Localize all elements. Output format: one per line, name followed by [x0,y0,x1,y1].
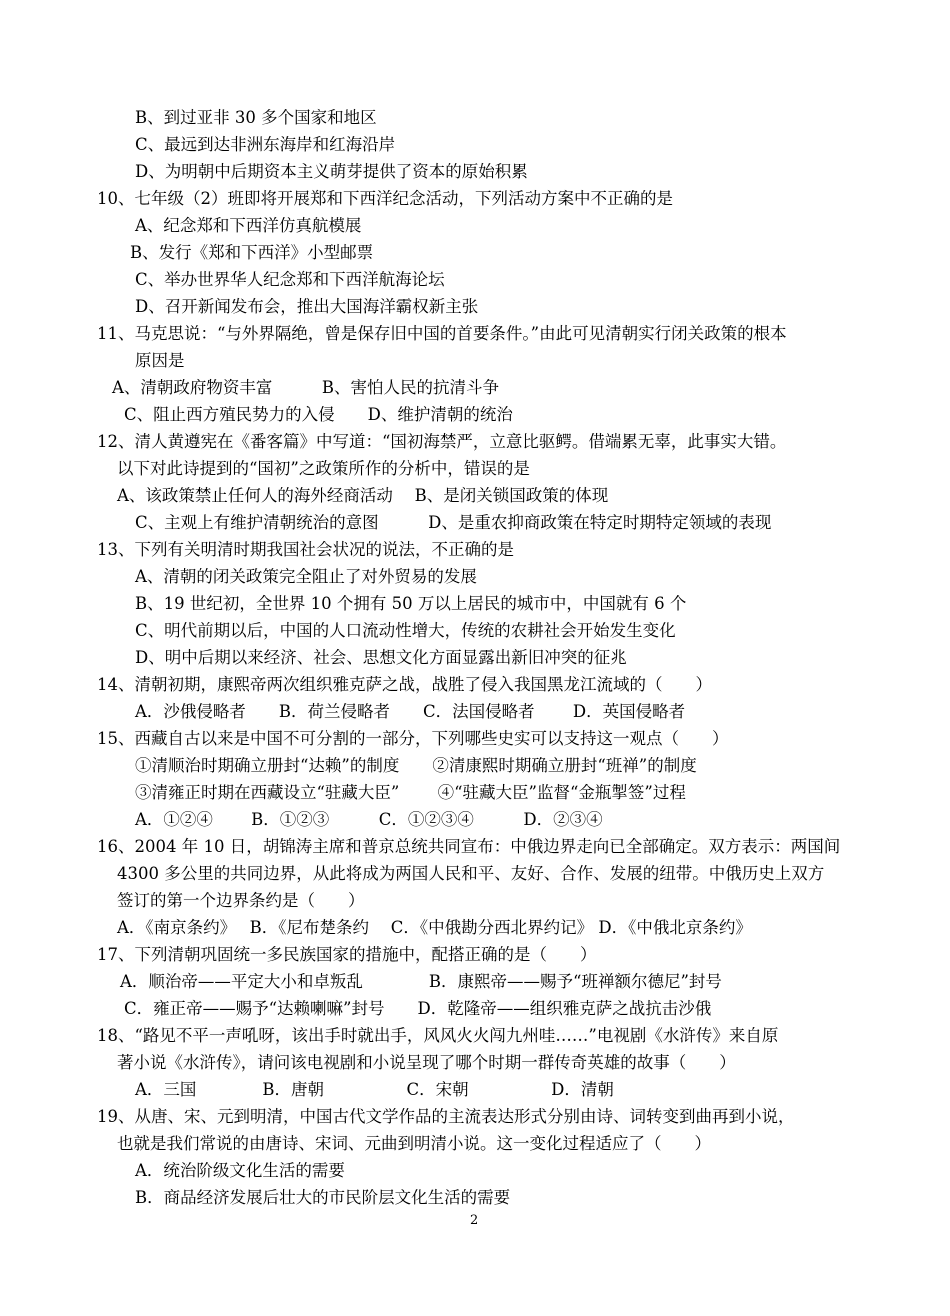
q17-options-ab: A．顺治帝——平定大小和卓叛乱 B．康熙帝——赐予“班禅额尔德尼”封号 [120,972,722,991]
q17-options-cd: C．雍正帝——赐予“达赖喇嘛”封号 D．乾隆帝——组织雅克萨之战抗击沙俄 [124,999,712,1018]
q12-stem-cont: 以下对此诗提到的“国初”之政策所作的分析中，错误的是 [117,459,530,478]
q16-stem-cont: 4300 多公里的共同边界，从此将成为两国人民和平、友好、合作、发展的纽带。中俄历史上双方 [117,864,825,883]
q15-statements-34: ③清雍正时期在西藏设立“驻藏大臣” ④“驻藏大臣”监督“金瓶掣签”过程 [135,783,686,802]
q11-options-ab: A、清朝政府物资丰富 B、害怕人民的抗清斗争 [112,378,500,397]
q10-option-c: C、举办世界华人纪念郑和下西洋航海论坛 [135,270,445,289]
q17-stem: 17、下列清朝巩固统一多民族国家的措施中，配搭正确的是（ ） [97,945,597,964]
q19-stem: 19、从唐、宋、元到明清，中国古代文学作品的主流表达形式分别由诗、词转变到曲再到小说， [97,1107,795,1126]
q12-stem: 12、清人黄遵宪在《番客篇》中写道：“国初海禁严，立意比驱鳄。借端累无辜，此事实大错。 [97,432,787,451]
q14-stem: 14、清朝初期，康熙帝两次组织雅克萨之战，战胜了侵入我国黑龙江流域的（ ） [97,675,712,694]
q16-options: A．《南京条约》 B．《尼布楚条约 C．《中俄勘分西北界约记》 D．《中俄北京条约》 [117,918,752,937]
q10-option-a: A、纪念郑和下西洋仿真航模展 [135,216,362,235]
q12-options-cd: C、主观上有维护清朝统治的意图 D、是重农抑商政策在特定时期特定领域的表现 [135,513,772,532]
q16-stem-cont2: 签订的第一个边界条约是（ ） [117,891,365,910]
q9-option-c: C、最远到达非洲东海岸和红海沿岸 [135,135,396,154]
q15-statements-12: ①清顺治时期确立册封“达赖”的制度 ②清康熙时期确立册封“班禅”的制度 [135,756,697,775]
q13-option-a: A、清朝的闭关政策完全阻止了对外贸易的发展 [135,567,477,586]
q19-stem-cont: 也就是我们常说的由唐诗、宋词、元曲到明清小说。这一变化过程适应了（ ） [117,1134,711,1153]
q11-stem-cont: 原因是 [135,351,185,370]
q13-option-b: B、19 世纪初，全世界 10 个拥有 50 万以上居民的城市中，中国就有 6 个 [135,594,687,613]
q13-option-d: D、明中后期以来经济、社会、思想文化方面显露出新旧冲突的征兆 [135,648,627,667]
q16-stem: 16、2004 年 10 日，胡锦涛主席和普京总统共同宣布：中俄边界走向已全部确定。双方表示：两国间 [97,837,841,856]
q18-stem-cont: 著小说《水浒传》，请问该电视剧和小说呈现了哪个时期一群传奇英雄的故事（ ） [117,1053,736,1072]
q12-options-ab: A、该政策禁止任何人的海外经商活动 B、是闭关锁国政策的体现 [117,486,609,505]
q19-option-b: B．商品经济发展后壮大的市民阶层文化生活的需要 [135,1188,511,1207]
q11-options-cd: C、阻止西方殖民势力的入侵 D、维护清朝的统治 [124,405,513,424]
q13-stem: 13、下列有关明清时期我国社会状况的说法，不正确的是 [97,540,514,559]
q10-option-b: B、发行《郑和下西洋》小型邮票 [130,243,374,262]
q10-stem: 10、七年级（2）班即将开展郑和下西洋纪念活动，下列活动方案中不正确的是 [97,189,673,208]
q15-options: A．①②④ B．①②③ C．①②③④ D．②③④ [135,810,603,829]
q14-options: A．沙俄侵略者 B．荷兰侵略者 C．法国侵略者 D．英国侵略者 [135,702,686,721]
q18-stem: 18、“路见不平一声吼呀，该出手时就出手，风风火火闯九州哇……”电视剧《水浒传》来自原 [97,1026,779,1045]
q9-option-d: D、为明朝中后期资本主义萌芽提供了资本的原始积累 [135,162,528,181]
q13-option-c: C、明代前期以后，中国的人口流动性增大，传统的农耕社会开始发生变化 [135,621,676,640]
q9-option-b: B、到过亚非 30 多个国家和地区 [135,108,377,127]
page-number: 2 [470,1213,479,1228]
q15-stem: 15、西藏自古以来是中国不可分割的一部分，下列哪些史实可以支持这一观点（ ） [97,729,729,748]
q19-option-a: A．统治阶级文化生活的需要 [135,1161,345,1180]
q18-options: A．三国 B．唐朝 C．宋朝 D．清朝 [135,1080,614,1099]
q11-stem: 11、马克思说：“与外界隔绝，曾是保存旧中国的首要条件。”由此可见清朝实行闭关政策的根本 [97,324,787,343]
q10-option-d: D、召开新闻发布会，推出大国海洋霸权新主张 [135,297,479,316]
